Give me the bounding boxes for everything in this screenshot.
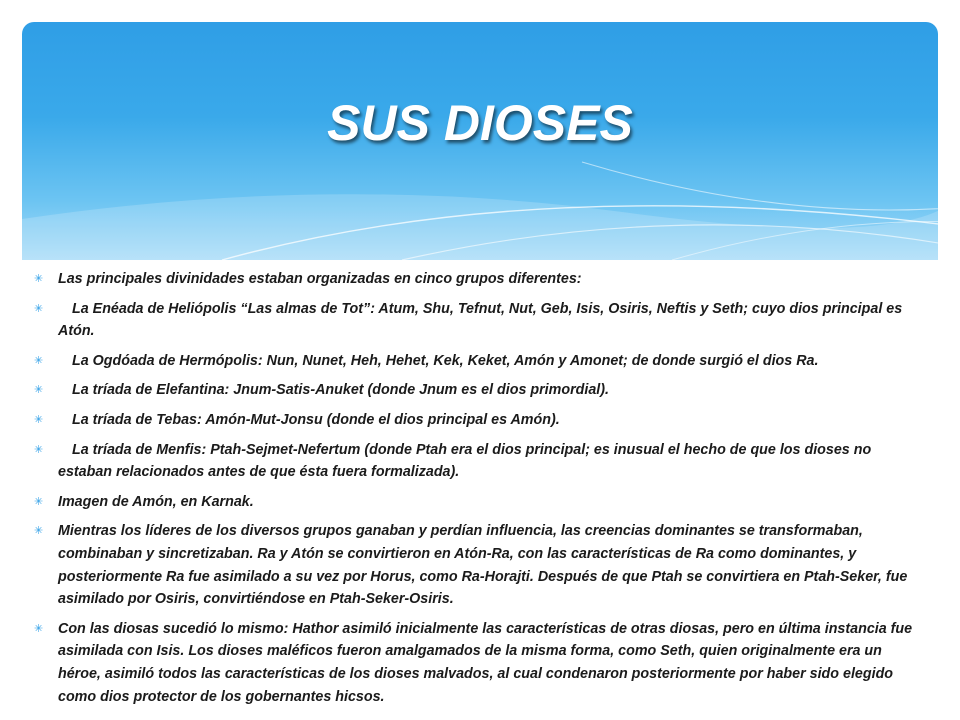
- asterisk-icon: ✳: [34, 525, 44, 538]
- asterisk-icon: ✳: [34, 302, 44, 315]
- bullet-text: La Enéada de Heliópolis “Las almas de Tot”: Atum, Shu, Tefnut, Nut, Geb, Isis, Osiris, Neftis y Seth; cuyo dios principal es Atón.: [58, 300, 903, 340]
- list-item: [34, 618, 924, 708]
- asterisk-icon: ✳: [34, 384, 44, 397]
- slide-content: [34, 268, 924, 715]
- list-item: [34, 491, 924, 514]
- bullet-text: La tríada de Menfis: Ptah-Sejmet-Nefertum (donde Ptah era el dios principal; es inusual el hecho de que los dioses no estaban relacionados antes de que ésta fuera formalizada).: [58, 441, 872, 481]
- list-item: [34, 298, 924, 343]
- list-item: [34, 350, 924, 373]
- slide-title: SUS DIOSES: [327, 95, 633, 151]
- bullet-text: Mientras los líderes de los diversos grupos ganaban y perdían influencia, las creencias dominantes se transformaban, combinaban y sincretizaban. Ra y Atón se convirtieron en Atón-Ra, con las características de Ra como dominantes, y posteriormente Ra fue asimilado a su vez por Horus, como Ra-Horajti. Después de que Ptah se convirtiera en Ptah-Seker, fue asimilado por Osiris, convirtiéndose en Ptah-Seker-Osiris.: [58, 523, 908, 608]
- asterisk-icon: ✳: [34, 273, 44, 285]
- asterisk-icon: ✳: [34, 622, 44, 635]
- list-item: [34, 439, 924, 484]
- asterisk-icon: ✳: [34, 354, 44, 367]
- bullet-text: Imagen de Amón, en Karnak.: [58, 493, 254, 510]
- list-item: [34, 379, 924, 402]
- list-item: [34, 268, 924, 291]
- asterisk-icon: ✳: [34, 413, 44, 426]
- asterisk-icon: ✳: [34, 443, 44, 456]
- bullet-text: Con las diosas sucedió lo mismo: Hathor asimiló inicialmente las características de otras diosas, pero en última instancia fue asimilada con Isis. Los dioses maléficos fueron amalgamados de la misma forma, como Seth, quien originalmente era un héroe, asimiló todos las características de los dioses malvados, al cual condenaron posteriormente por haber sido elegido como dios protector de los gobernantes hicsos.: [58, 620, 913, 705]
- bullet-text: La Ogdóada de Hermópolis: Nun, Nunet, Heh, Hehet, Kek, Keket, Amón y Amonet; de donde surgió el dios Ra.: [72, 352, 819, 369]
- bullet-text: La tríada de Tebas: Amón-Mut-Jonsu (donde el dios principal es Amón).: [72, 411, 560, 428]
- bullet-list: [34, 268, 924, 708]
- bullet-text: Las principales divinidades estaban organizadas en cinco grupos diferentes:: [58, 271, 582, 287]
- title-banner: [22, 22, 938, 260]
- list-item: [34, 520, 924, 610]
- bullet-text: La tríada de Elefantina: Jnum-Satis-Anuket (donde Jnum es el dios primordial).: [72, 382, 610, 399]
- list-item: [34, 409, 924, 432]
- asterisk-icon: ✳: [34, 495, 44, 508]
